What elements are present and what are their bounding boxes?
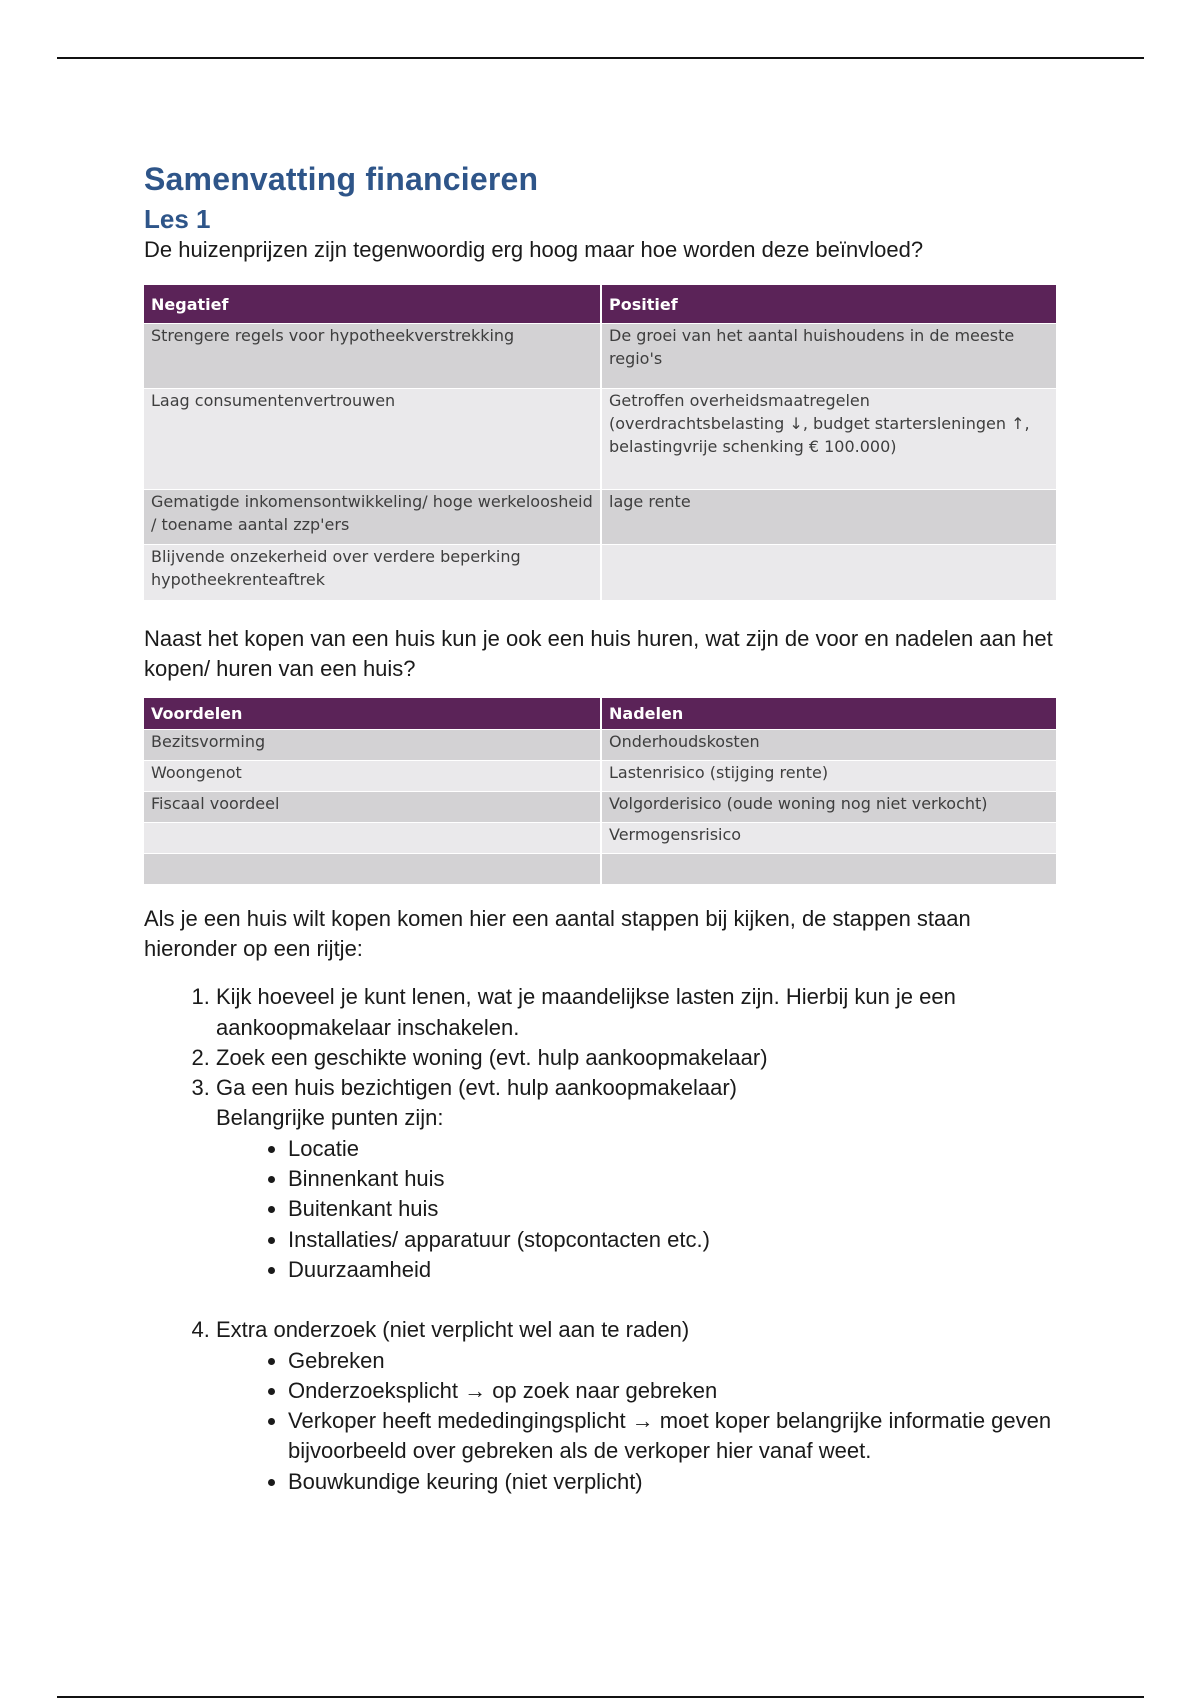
table-cell: Woongenot bbox=[144, 760, 601, 791]
table-cell: Gematigde inkomensontwikkeling/ hoge werkeloosheid / toename aantal zzp'ers bbox=[144, 490, 601, 545]
table-row bbox=[144, 324, 1056, 389]
header-rule bbox=[57, 57, 1144, 59]
list-item bbox=[216, 1073, 1056, 1315]
list-item: • Buitenkant huis bbox=[288, 1194, 1056, 1224]
header-voordelen: Voordelen bbox=[144, 698, 601, 730]
table-row bbox=[144, 729, 1056, 760]
list-item: • Bouwkundige keuring (niet verplicht) bbox=[288, 1467, 1056, 1497]
intro-paragraph-1: De huizenprijzen zijn tegenwoordig erg hoog maar hoe worden deze beïnvloed? bbox=[144, 237, 924, 263]
step-sub-intro: Belangrijke punten zijn: bbox=[216, 1105, 444, 1131]
table-cell: Volgorderisico (oude woning nog niet verkocht) bbox=[601, 791, 1056, 822]
list-item: • Binnenkant huis bbox=[288, 1164, 1056, 1194]
list-item: • Onderzoeksplicht → op zoek naar gebreken bbox=[288, 1376, 1056, 1406]
table-cell: Lastenrisico (stijging rente) bbox=[601, 760, 1056, 791]
document-body bbox=[144, 160, 1056, 1497]
step-text: Extra onderzoek (niet verplicht wel aan te raden) bbox=[216, 1317, 690, 1343]
list-item: • Locatie bbox=[288, 1134, 1056, 1164]
table-row bbox=[144, 760, 1056, 791]
table-cell: Laag consumentenvertrouwen bbox=[144, 389, 601, 490]
header-nadelen: Nadelen bbox=[601, 698, 1056, 730]
header-positief: Positief bbox=[601, 285, 1056, 324]
table-header-row bbox=[144, 698, 1056, 730]
step-text: Kijk hoeveel je kunt lenen, wat je maandelijkse lasten zijn. Hierbij kun je een aankoopmakelaar inschakelen. bbox=[216, 984, 956, 1040]
list-item bbox=[216, 1043, 1056, 1073]
intro-paragraph-3: Als je een huis wilt kopen komen hier een aantal stappen bij kijken, de stappen staan hieronder op een rijtje: bbox=[144, 906, 971, 962]
table-cell: lage rente bbox=[601, 490, 1056, 545]
pros-cons-table bbox=[144, 698, 1056, 885]
table-cell bbox=[144, 822, 601, 853]
step-text: Ga een huis bezichtigen (evt. hulp aankoopmakelaar) bbox=[216, 1075, 737, 1101]
table-cell: De groei van het aantal huishoudens in de meeste regio's bbox=[601, 324, 1056, 389]
table-cell: Vermogensrisico bbox=[601, 822, 1056, 853]
table-cell bbox=[601, 545, 1056, 600]
table-cell bbox=[601, 853, 1056, 884]
bullet-list bbox=[216, 1134, 1056, 1285]
list-item: • Gebreken bbox=[288, 1346, 1056, 1376]
table-row bbox=[144, 389, 1056, 490]
list-item bbox=[216, 982, 1056, 1043]
table-row bbox=[144, 490, 1056, 545]
table-row bbox=[144, 791, 1056, 822]
list-item bbox=[216, 1315, 1056, 1497]
table-cell bbox=[144, 853, 601, 884]
lesson-heading: Les 1 bbox=[144, 204, 211, 235]
table-cell: Bezitsvorming bbox=[144, 729, 601, 760]
document-title: Samenvatting financieren bbox=[144, 161, 539, 197]
list-item: • Duurzaamheid bbox=[288, 1255, 1056, 1285]
step-text: Zoek een geschikte woning (evt. hulp aankoopmakelaar) bbox=[216, 1044, 768, 1070]
table-header-row bbox=[144, 285, 1056, 324]
footer-rule bbox=[57, 1696, 1144, 1698]
spacer bbox=[216, 1285, 1056, 1315]
table-row bbox=[144, 545, 1056, 600]
table-cell: Onderhoudskosten bbox=[601, 729, 1056, 760]
table-cell: Getroffen overheidsmaatregelen (overdrachtsbelasting ↓, budget startersleningen ↑, belastingvrije schenking € 100.000) bbox=[601, 389, 1056, 490]
list-item: • Verkoper heeft mededingingsplicht → moet koper belangrijke informatie geven bijvoorbeeld over gebreken als de verkoper hier vanaf weet. bbox=[288, 1406, 1056, 1467]
table-cell: Blijvende onzekerheid over verdere beperking hypotheekrenteaftrek bbox=[144, 545, 601, 600]
steps-list bbox=[144, 982, 1056, 1497]
table-row bbox=[144, 822, 1056, 853]
table-row bbox=[144, 853, 1056, 884]
bullet-list bbox=[216, 1346, 1056, 1497]
price-factors-table bbox=[144, 285, 1056, 600]
list-item: • Installaties/ apparatuur (stopcontacten etc.) bbox=[288, 1225, 1056, 1255]
table-cell: Strengere regels voor hypotheekverstrekking bbox=[144, 324, 601, 389]
table-cell: Fiscaal voordeel bbox=[144, 791, 601, 822]
intro-paragraph-2: Naast het kopen van een huis kun je ook een huis huren, wat zijn de voor en nadelen aan het kopen/ huren van een huis? bbox=[144, 625, 1053, 681]
header-negatief: Negatief bbox=[144, 285, 601, 324]
